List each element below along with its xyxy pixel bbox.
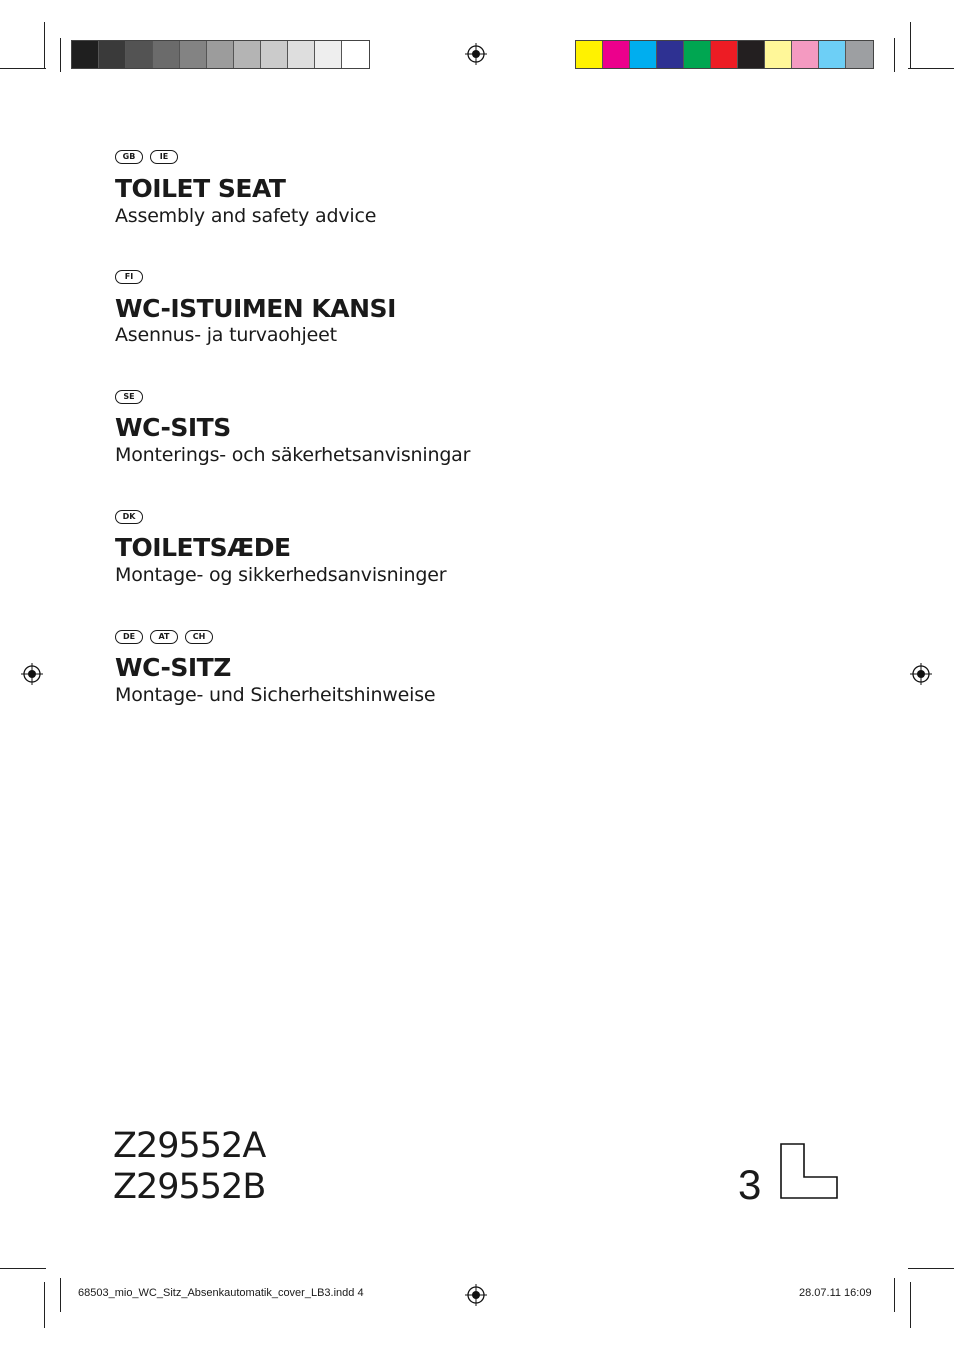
color-swatch [846,41,873,68]
crop-mark [60,1278,61,1312]
crop-mark [44,1282,45,1328]
language-badges [115,510,143,524]
section-subtitle: Montage- og sikkerhedsanvisninger [115,564,447,586]
crop-mark [910,22,911,68]
registration-mark-icon [465,1284,487,1306]
color-swatch [711,41,738,68]
color-swatch [207,41,234,68]
color-swatch [630,41,657,68]
language-badges [115,270,143,284]
language-badge: IE [150,150,178,164]
language-badge: GB [115,150,143,164]
section-subtitle: Asennus- ja turvaohjeet [115,324,337,346]
language-badges [115,150,178,164]
registration-mark-icon [910,663,932,685]
color-swatch [153,41,180,68]
section-subtitle: Montage- und Sicherheitshinweise [115,684,436,706]
section-title: TOILET SEAT [115,174,286,203]
section-title: WC-SITZ [115,653,231,682]
crop-mark [910,1282,911,1328]
color-swatch [684,41,711,68]
section-title: WC-SITS [115,413,231,442]
process-color-bar [575,40,874,69]
section-subtitle: Monterings- och säkerhetsanvisningar [115,444,471,466]
color-swatch [261,41,288,68]
crop-mark [908,68,954,69]
grayscale-color-bar [71,40,370,69]
crop-mark [0,68,46,69]
color-swatch [342,41,369,68]
color-swatch [657,41,684,68]
footer-datetime: 28.07.11 16:09 [799,1287,872,1299]
color-swatch [72,41,99,68]
color-swatch [99,41,126,68]
page-corner-icon [780,1143,840,1200]
color-swatch [234,41,261,68]
section-title: WC-ISTUIMEN KANSI [115,294,396,323]
language-badge: CH [185,630,213,644]
language-badge: FI [115,270,143,284]
color-swatch [288,41,315,68]
section-subtitle: Assembly and safety advice [115,205,377,227]
color-swatch [315,41,342,68]
language-badges [115,390,143,404]
crop-mark [60,38,61,72]
crop-mark [894,1278,895,1312]
section-title: TOILETSÆDE [115,533,291,562]
registration-mark-icon [21,663,43,685]
language-badge: SE [115,390,143,404]
language-badge: DE [115,630,143,644]
crop-mark [44,22,45,68]
color-swatch [738,41,765,68]
language-badges [115,630,213,644]
footer-filename: 68503_mio_WC_Sitz_Absenkautomatik_cover_LB3.indd 4 [78,1287,364,1299]
color-swatch [819,41,846,68]
color-swatch [603,41,630,68]
color-swatch [792,41,819,68]
color-swatch [180,41,207,68]
page-number: 3 [738,1161,762,1208]
crop-mark [908,1268,954,1269]
registration-mark-icon [465,43,487,65]
language-badge: DK [115,510,143,524]
model-number: Z29552A [113,1126,266,1166]
model-number: Z29552B [113,1167,266,1207]
crop-mark [0,1268,46,1269]
color-swatch [126,41,153,68]
color-swatch [765,41,792,68]
crop-mark [894,38,895,72]
language-badge: AT [150,630,178,644]
color-swatch [576,41,603,68]
